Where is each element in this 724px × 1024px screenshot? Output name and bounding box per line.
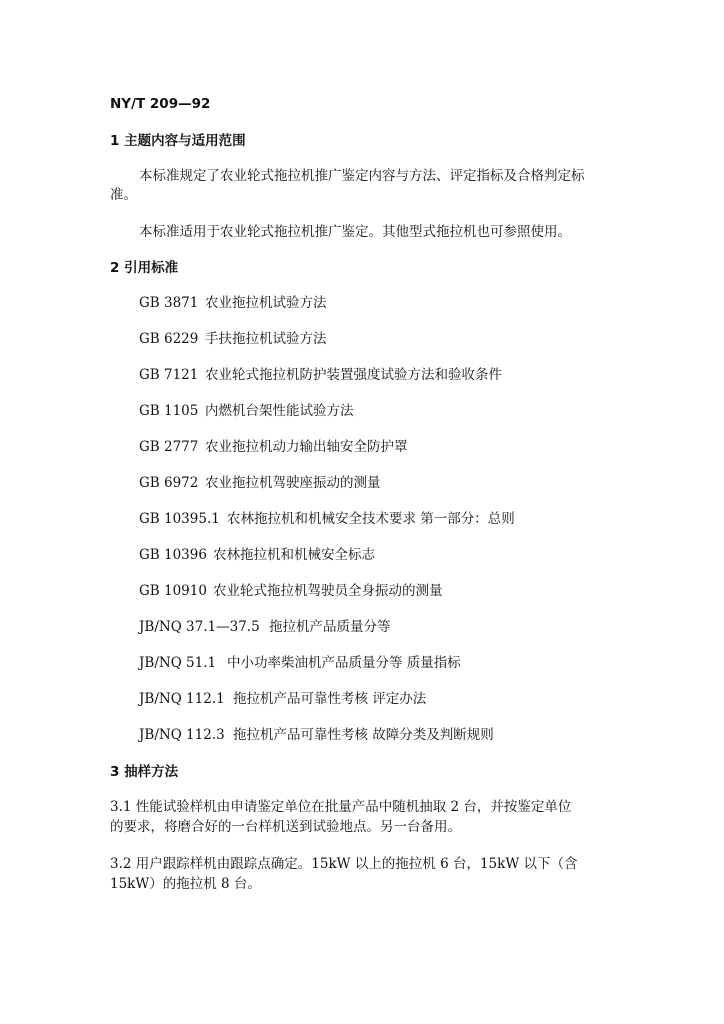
- reference-item: [139, 654, 461, 672]
- reference-code: GB 3871: [139, 295, 199, 311]
- clause-3-1-line-2: 的要求，将磨合好的一台样机送到试验地点。另一台备用。: [110, 819, 461, 835]
- reference-title: 农林拖拉机和机械安全技术要求 第一部分：总则: [227, 511, 515, 527]
- reference-item: [139, 366, 502, 384]
- reference-code: GB 7121: [139, 367, 199, 383]
- section-1-paragraph-2: 本标准适用于农业轮式拖拉机推广鉴定。其他型式拖拉机也可参照使用。: [139, 224, 571, 240]
- reference-code: GB 10395.1: [139, 511, 220, 527]
- reference-title: 农业轮式拖拉机驾驶员全身振动的测量: [213, 583, 443, 599]
- reference-item: [139, 690, 426, 708]
- reference-title: 拖拉机产品可靠性考核 故障分类及判断规则: [233, 727, 494, 743]
- standard-number: NY/T 209—92: [110, 96, 211, 112]
- reference-code: GB 10396: [139, 547, 207, 563]
- reference-title: 农林拖拉机和机械安全标志: [213, 547, 375, 563]
- reference-title: 农业拖拉机试验方法: [205, 295, 327, 311]
- reference-code: JB/NQ 37.1—37.5: [139, 619, 260, 635]
- section-1-heading: 1 主题内容与适用范围: [110, 133, 246, 149]
- section-3-heading: 3 抽样方法: [110, 764, 179, 780]
- reference-item: [139, 726, 494, 744]
- reference-item: [139, 618, 391, 636]
- clause-3-1-line-1: 3.1 性能试验样机由申请鉴定单位在批量产品中随机抽取 2 台，并按鉴定单位: [110, 799, 572, 815]
- reference-code: GB 6972: [139, 475, 199, 491]
- reference-title: 拖拉机产品可靠性考核 评定办法: [233, 691, 427, 707]
- clause-3-2-line-1: 3.2 用户跟踪样机由跟踪点确定。15kW 以上的拖拉机 6 台，15kW 以下（含: [110, 856, 578, 872]
- reference-title: 拖拉机产品质量分等: [269, 619, 391, 635]
- reference-title: 中小功率柴油机产品质量分等 质量指标: [227, 655, 461, 671]
- reference-title: 农业拖拉机动力输出轴安全防护罩: [205, 439, 408, 455]
- section-2-heading: 2 引用标准: [110, 260, 179, 276]
- reference-item: [139, 582, 443, 600]
- reference-item: [139, 294, 327, 312]
- reference-title: 农业轮式拖拉机防护装置强度试验方法和验收条件: [205, 367, 502, 383]
- reference-item: [139, 510, 515, 528]
- reference-item: [139, 330, 327, 348]
- reference-title: 手扶拖拉机试验方法: [205, 331, 327, 347]
- reference-item: [139, 402, 354, 420]
- section-1-paragraph-1-line-1: 本标准规定了农业轮式拖拉机推广鉴定内容与方法、评定指标及合格判定标: [139, 168, 585, 184]
- reference-item: [139, 546, 375, 564]
- clause-3-2-line-2: 15kW）的拖拉机 8 台。: [110, 876, 261, 892]
- reference-title: 农业拖拉机驾驶座振动的测量: [205, 475, 381, 491]
- reference-code: JB/NQ 51.1: [139, 655, 217, 671]
- reference-code: GB 6229: [139, 331, 199, 347]
- reference-code: GB 2777: [139, 439, 199, 455]
- section-1-paragraph-1-line-2: 准。: [110, 187, 137, 203]
- reference-title: 内燃机台架性能试验方法: [205, 403, 354, 419]
- reference-code: GB 1105: [139, 403, 199, 419]
- reference-code: JB/NQ 112.3: [139, 727, 225, 743]
- reference-code: JB/NQ 112.1: [139, 691, 225, 707]
- reference-code: GB 10910: [139, 583, 207, 599]
- reference-item: [139, 474, 381, 492]
- reference-item: [139, 438, 408, 456]
